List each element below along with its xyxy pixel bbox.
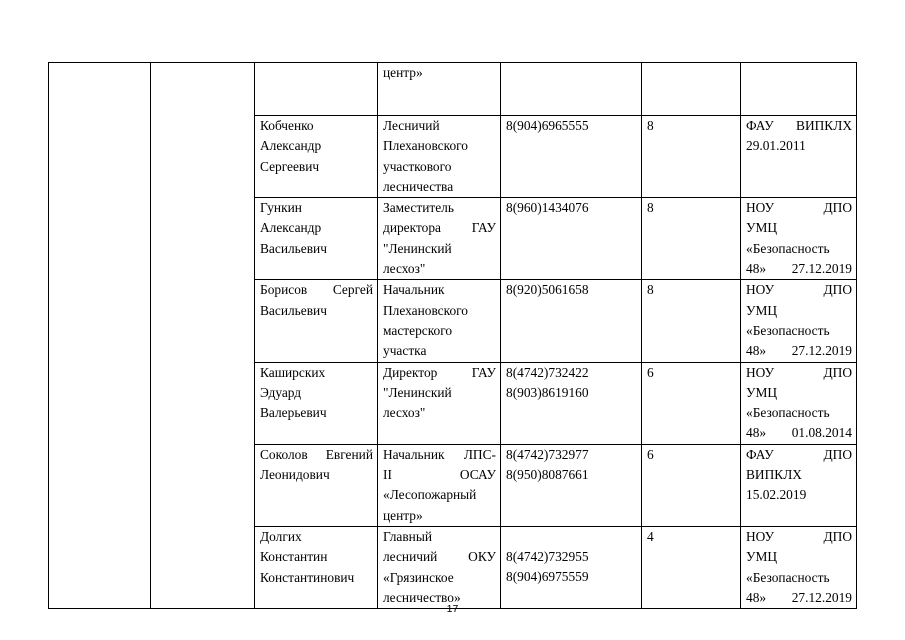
- training-cell: [741, 280, 857, 362]
- training-line: «Безопасность: [746, 405, 830, 421]
- training-line: 48» 27.12.2019: [746, 343, 852, 359]
- training-line: НОУ ДПО: [746, 364, 852, 380]
- phone-cell: [501, 63, 642, 116]
- name-cell: [255, 198, 378, 280]
- phone-line: 8(904)6965555: [506, 118, 589, 133]
- experience-cell: [642, 116, 741, 198]
- name-line: Соколов Евгений: [260, 446, 373, 462]
- phone-line: 8(903)8619160: [506, 384, 589, 400]
- position-line: Начальник: [383, 282, 445, 298]
- position-cell: [378, 526, 501, 608]
- name-line: Борисов Сергей: [260, 282, 373, 298]
- phone-cell: [501, 198, 642, 280]
- experience-cell: [642, 63, 741, 116]
- training-line: «Безопасность: [746, 569, 830, 585]
- training-line: ФАУ ДПО: [746, 446, 852, 462]
- position-line: директора ГАУ: [383, 220, 496, 236]
- training-line: ВИПКЛХ: [746, 467, 802, 483]
- training-cell: [741, 362, 857, 444]
- experience-value: 4: [647, 528, 654, 544]
- experience-value: 6: [647, 446, 654, 462]
- training-cell: [741, 444, 857, 526]
- position-line: мастерского: [383, 322, 453, 338]
- position-line: Директор ГАУ: [383, 364, 496, 380]
- training-line: 48» 27.12.2019: [746, 589, 852, 605]
- training-line: 29.01.2011: [746, 138, 806, 154]
- name-line: Валерьевич: [260, 405, 327, 421]
- position-line: Плехановского: [383, 302, 469, 318]
- name-line: Васильевич: [260, 302, 327, 318]
- training-line: УМЦ: [746, 384, 778, 400]
- training-line: НОУ ДПО: [746, 200, 852, 216]
- position-line: участкового: [383, 158, 452, 174]
- position-line: Начальник ЛПС-: [383, 446, 496, 462]
- training-cell: [741, 116, 857, 198]
- experience-cell: [642, 444, 741, 526]
- training-line: УМЦ: [746, 549, 778, 565]
- table-row-continuation: [49, 63, 857, 116]
- training-cell: [741, 526, 857, 608]
- name-line: Долгих: [260, 528, 302, 544]
- position-line: Главный: [383, 528, 433, 544]
- phone-cell: [501, 526, 642, 608]
- phone-line: 8(4742)732422: [506, 364, 589, 380]
- position-line: лесничество»: [383, 589, 461, 605]
- phone-line: 8(920)5061658: [506, 282, 589, 298]
- training-line: УМЦ: [746, 302, 778, 318]
- name-line: Эдуард: [260, 384, 302, 400]
- name-cell: [255, 526, 378, 608]
- name-line: Леонидович: [260, 467, 330, 483]
- position-line: лесничий ОКУ: [383, 549, 496, 565]
- name-line: Гункин: [260, 200, 302, 216]
- experience-value: 6: [647, 364, 654, 380]
- training-line: НОУ ДПО: [746, 528, 852, 544]
- experience-value: 8: [647, 282, 654, 298]
- name-line: Сергеевич: [260, 158, 320, 174]
- position-line: «Лесопожарный: [383, 487, 477, 503]
- merged-cell-col2: [151, 63, 255, 609]
- merged-cell-col1: [49, 63, 151, 609]
- training-line: ФАУ ВИПКЛХ: [746, 118, 852, 133]
- position-line: центр»: [383, 507, 423, 523]
- name-cell: [255, 63, 378, 116]
- phone-line: 8(960)1434076: [506, 200, 589, 216]
- phone-cell: [501, 116, 642, 198]
- name-cell: [255, 444, 378, 526]
- name-line: Александр: [260, 220, 322, 236]
- staff-table: [48, 62, 857, 609]
- training-line: 48» 27.12.2019: [746, 261, 852, 277]
- position-cell: [378, 198, 501, 280]
- name-line: Васильевич: [260, 240, 327, 256]
- training-line: 15.02.2019: [746, 487, 807, 503]
- experience-cell: [642, 280, 741, 362]
- name-line: Александр: [260, 138, 322, 154]
- experience-cell: [642, 198, 741, 280]
- position-cell: [378, 63, 501, 116]
- name-line: Константинович: [260, 569, 355, 585]
- position-line: участка: [383, 343, 427, 359]
- training-line: «Безопасность: [746, 240, 830, 256]
- position-line: II ОСАУ: [383, 467, 496, 483]
- experience-value: 8: [647, 118, 654, 133]
- position-line: Плехановского: [383, 138, 469, 154]
- experience-cell: [642, 362, 741, 444]
- position-cell: [378, 362, 501, 444]
- phone-cell: [501, 444, 642, 526]
- position-line: «Грязинское: [383, 569, 454, 585]
- position-line: лесничества: [383, 178, 454, 194]
- position-line: "Ленинский: [383, 240, 452, 256]
- training-line: 48» 01.08.2014: [746, 425, 852, 441]
- training-line: «Безопасность: [746, 322, 830, 338]
- experience-cell: [642, 526, 741, 608]
- name-line: Каширских: [260, 364, 326, 380]
- position-cell: [378, 116, 501, 198]
- position-line: "Ленинский: [383, 384, 452, 400]
- name-line: Кобченко: [260, 118, 314, 133]
- experience-value: 8: [647, 200, 654, 216]
- phone-line: 8(904)6975559: [506, 569, 589, 585]
- position-line: Лесничий: [383, 118, 440, 133]
- position-cell: [378, 280, 501, 362]
- phone-cell: [501, 362, 642, 444]
- name-cell: [255, 116, 378, 198]
- staff-table-body: [49, 63, 857, 609]
- position-line: центр»: [383, 65, 423, 80]
- training-cell: [741, 63, 857, 116]
- name-cell: [255, 280, 378, 362]
- name-cell: [255, 362, 378, 444]
- position-line: Заместитель: [383, 200, 454, 216]
- position-line: лесхоз": [383, 261, 426, 277]
- training-line: УМЦ: [746, 220, 778, 236]
- training-line: НОУ ДПО: [746, 282, 852, 298]
- position-line: лесхоз": [383, 405, 426, 421]
- phone-line: 8(4742)732977: [506, 446, 589, 462]
- phone-line: 8(950)8087661: [506, 467, 589, 483]
- position-cell: [378, 444, 501, 526]
- page-number: 17: [446, 603, 459, 615]
- training-cell: [741, 198, 857, 280]
- name-line: Константин: [260, 549, 328, 565]
- phone-cell: [501, 280, 642, 362]
- phone-line: 8(4742)732955: [506, 548, 589, 564]
